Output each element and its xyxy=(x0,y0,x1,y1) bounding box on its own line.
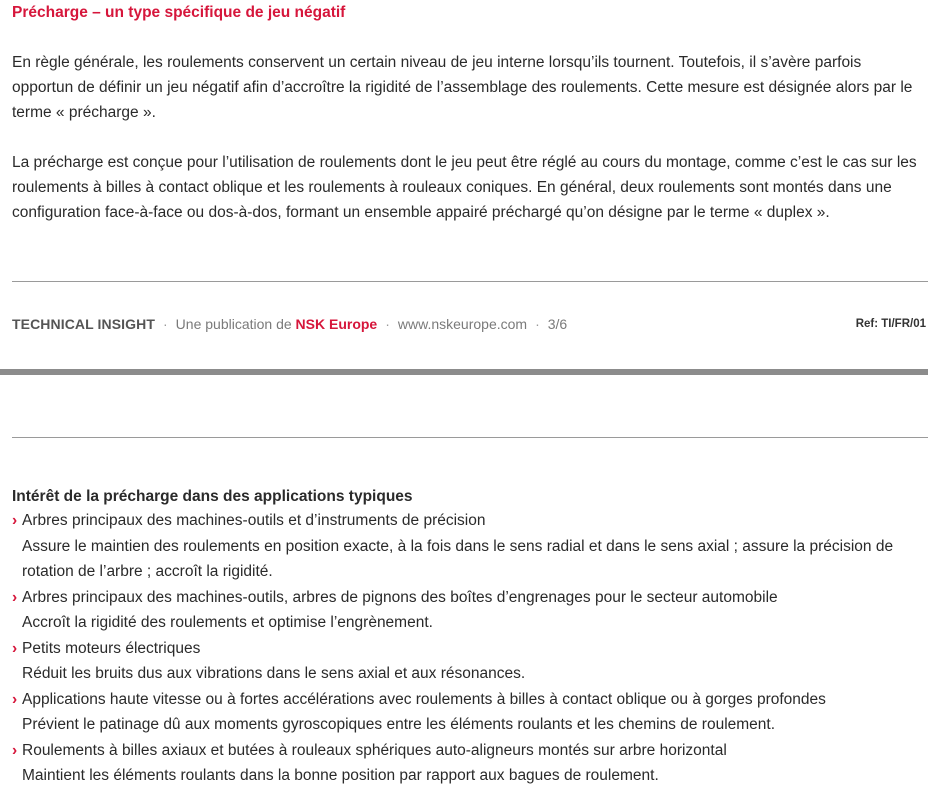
application-title xyxy=(12,636,926,662)
chevron-right-icon: › xyxy=(12,588,18,606)
application-description: Réduit les bruits dus aux vibrations dans le sens axial et aux résonances. xyxy=(22,665,526,682)
footer-website-link[interactable]: www.nskeurope.com xyxy=(397,316,528,332)
chevron-right-icon: › xyxy=(12,639,18,657)
section-title: Précharge – un type spécifique de jeu négatif xyxy=(12,4,346,21)
application-description: Prévient le patinage dû aux moments gyroscopiques entre les éléments roulants et les chemins de roulement. xyxy=(22,716,776,733)
application-title xyxy=(12,585,926,611)
footer-reference: Ref: TI/FR/01 xyxy=(855,318,926,330)
paragraph-duplex: La précharge est conçue pour l’utilisation de roulements dont le jeu peut être réglé au cours du montage, comme c’est le cas sur les roulements à billes à contact oblique et les roulements à rouleaux coniques. En général, deux roulements sont montés dans une configuration face-à-face ou dos-à-dos, formant un ensemble appairé préchargé qu’on désigne par le terme « duplex ». xyxy=(12,154,917,221)
page-header-divider xyxy=(12,437,928,438)
applications-heading: Intérêt de la précharge dans des applications typiques xyxy=(12,488,413,505)
footer-top-divider xyxy=(12,281,928,282)
footer-page-number: 3/6 xyxy=(547,316,568,332)
application-item xyxy=(12,585,926,636)
application-item xyxy=(12,738,926,789)
application-title-text: Applications haute vitesse ou à fortes accélérations avec roulements à billes à contact oblique ou à gorges profondes xyxy=(22,690,826,708)
chevron-right-icon: › xyxy=(12,741,18,759)
application-title-text: Arbres principaux des machines-outils et d’instruments de précision xyxy=(22,512,486,529)
applications-list xyxy=(12,508,926,789)
footer-publication-prefix: Une publication de xyxy=(175,316,292,332)
application-description: Assure le maintien des roulements en position exacte, à la fois dans le sens radial et dans le sens axial ; assure la précision de rotation de l’arbre ; accroît la rigidité. xyxy=(22,537,894,580)
application-title xyxy=(12,738,926,764)
application-description: Maintient les éléments roulants dans la bonne position par rapport aux bagues de roulement. xyxy=(22,767,659,784)
footer-brand: TECHNICAL INSIGHT xyxy=(12,316,155,332)
application-title-text: Arbres principaux des machines-outils, arbres de pignons des boîtes d’engrenages pour le secteur automobile xyxy=(22,588,778,606)
page-footer xyxy=(12,316,928,336)
page-4-content xyxy=(12,486,926,789)
page-break-divider xyxy=(0,369,928,375)
paragraph-jeu-negatif: En règle générale, les roulements conservent un certain niveau de jeu interne lorsqu’ils tournent. Toutefois, il s’avère parfois opportun de définir un jeu négatif afin d’accroître la rigidité de l’assemblage des roulements. Cette mesure est désignée alors par le terme « précharge ». xyxy=(12,54,913,121)
footer-separator: · xyxy=(535,316,540,332)
footer-publisher: NSK Europe xyxy=(295,316,378,332)
application-title xyxy=(12,687,926,713)
application-item xyxy=(12,508,926,585)
application-item xyxy=(12,636,926,687)
footer-separator: · xyxy=(163,316,168,332)
footer-separator: · xyxy=(385,316,390,332)
application-title xyxy=(12,508,926,534)
chevron-right-icon: › xyxy=(12,690,18,708)
application-title-text: Roulements à billes axiaux et butées à rouleaux sphériques auto-aligneurs montés sur arbre horizontal xyxy=(22,741,727,759)
chevron-right-icon: › xyxy=(12,512,18,529)
application-item xyxy=(12,687,926,738)
application-description: Accroît la rigidité des roulements et optimise l’engrènement. xyxy=(22,614,433,631)
application-title-text: Petits moteurs électriques xyxy=(22,639,201,657)
